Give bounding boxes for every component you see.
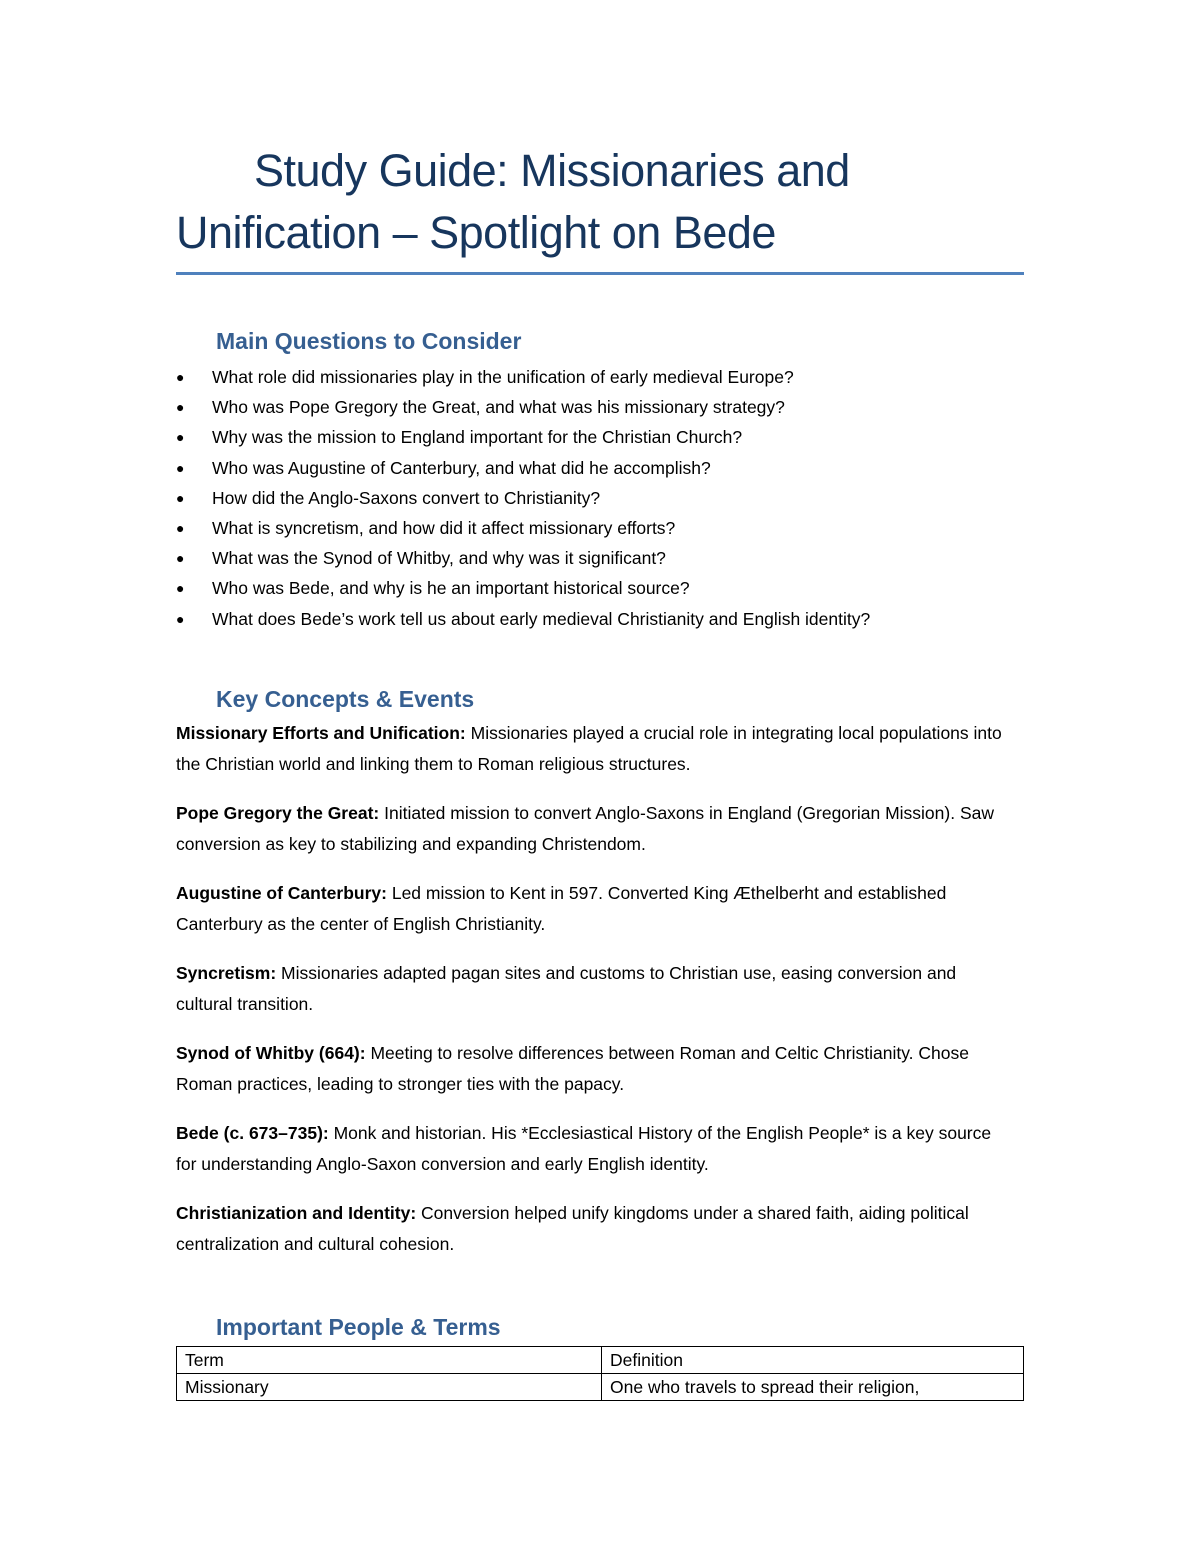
concept-text: Missionaries adapted pagan sites and customs to Christian use, easing conversion and cultural transition. <box>176 963 957 1014</box>
table-cell: One who travels to spread their religion, <box>602 1374 1024 1401</box>
concept-text: Meeting to resolve differences between Roman and Celtic Christianity. Chose Roman practices, leading to stronger ties with the papacy. <box>176 1043 969 1094</box>
table-header-row <box>177 1347 1024 1374</box>
concept-term: Pope Gregory the Great: <box>176 803 380 823</box>
question-text: Who was Augustine of Canterbury, and what did he accomplish? <box>212 457 711 478</box>
list-item <box>176 483 1006 513</box>
list-item <box>176 604 1006 634</box>
terms-table-wrapper <box>176 1346 1024 1401</box>
concept-paragraph <box>176 798 1016 859</box>
concept-term: Syncretism: <box>176 963 277 983</box>
title-line-1: Study Guide: Missionaries and <box>254 145 850 196</box>
list-item <box>176 573 1006 603</box>
question-text: Why was the mission to England important for the Christian Church? <box>212 427 743 448</box>
concept-text: Led mission to Kent in 597. Converted King Æthelberht and established Canterbury as the center of English Christianity. <box>176 883 947 934</box>
question-text: What was the Synod of Whitby, and why was it significant? <box>212 548 666 569</box>
table-cell: Missionary <box>177 1374 602 1401</box>
bullet-icon: ● <box>176 610 185 627</box>
concept-paragraph <box>176 1198 1016 1259</box>
list-item <box>176 392 1006 422</box>
concept-text: Missionaries played a crucial role in integrating local populations into the Christian world and linking them to Roman religious structures. <box>176 723 1002 774</box>
bullet-icon: ● <box>176 489 185 506</box>
terms-heading: Important People & Terms <box>216 1314 501 1340</box>
question-text: What role did missionaries play in the unification of early medieval Europe? <box>212 367 794 387</box>
concepts-heading: Key Concepts & Events <box>216 686 475 712</box>
concept-paragraph <box>176 958 1016 1019</box>
question-text: How did the Anglo-Saxons convert to Christianity? <box>212 487 601 508</box>
bullet-icon: ● <box>176 580 185 597</box>
table-header-cell: Term <box>177 1347 602 1374</box>
concept-text: Conversion helped unify kingdoms under a shared faith, aiding political centralization and cultural cohesion. <box>176 1203 969 1254</box>
bullet-icon: ● <box>176 429 185 446</box>
bullet-icon: ● <box>176 550 185 567</box>
bullet-icon: ● <box>176 459 185 476</box>
list-item <box>176 422 1006 452</box>
question-text: Who was Pope Gregory the Great, and what was his missionary strategy? <box>212 397 785 418</box>
question-text: Who was Bede, and why is he an important historical source? <box>212 578 690 599</box>
bullet-icon: ● <box>176 369 185 385</box>
list-item <box>176 513 1006 543</box>
list-item <box>176 543 1006 573</box>
concepts-section <box>176 718 1016 1278</box>
concept-paragraph <box>176 878 1016 939</box>
questions-list <box>176 362 1006 634</box>
concept-term: Christianization and Identity: <box>176 1203 417 1223</box>
concept-term: Synod of Whitby (664): <box>176 1043 366 1063</box>
question-text: What does Bede’s work tell us about early medieval Christianity and English identity? <box>212 608 871 629</box>
title-underline-rule <box>176 272 1024 275</box>
terms-table <box>176 1346 1024 1401</box>
concept-term: Bede (c. 673–735): <box>176 1123 329 1143</box>
concept-text: Monk and historian. His *Ecclesiastical History of the English People* is a key source for understanding Anglo-Saxon conversion and early English identity. <box>176 1123 992 1174</box>
questions-heading: Main Questions to Consider <box>216 328 522 354</box>
table-header-cell: Definition <box>602 1347 1024 1374</box>
concept-paragraph <box>176 718 1016 779</box>
table-row <box>177 1374 1024 1401</box>
list-item <box>176 362 1006 392</box>
concept-term: Augustine of Canterbury: <box>176 883 387 903</box>
title-line-2: Unification – Spotlight on Bede <box>176 207 776 258</box>
concept-paragraph <box>176 1118 1016 1179</box>
bullet-icon: ● <box>176 399 185 416</box>
concept-paragraph <box>176 1038 1016 1099</box>
concept-term: Missionary Efforts and Unification: <box>176 723 466 743</box>
concept-text: Initiated mission to convert Anglo-Saxons in England (Gregorian Mission). Saw conversion as key to stabilizing and expanding Christendom. <box>176 803 994 854</box>
question-text: What is syncretism, and how did it affect missionary efforts? <box>212 517 676 538</box>
page-title <box>176 140 1026 264</box>
list-item <box>176 453 1006 483</box>
bullet-icon: ● <box>176 519 185 536</box>
